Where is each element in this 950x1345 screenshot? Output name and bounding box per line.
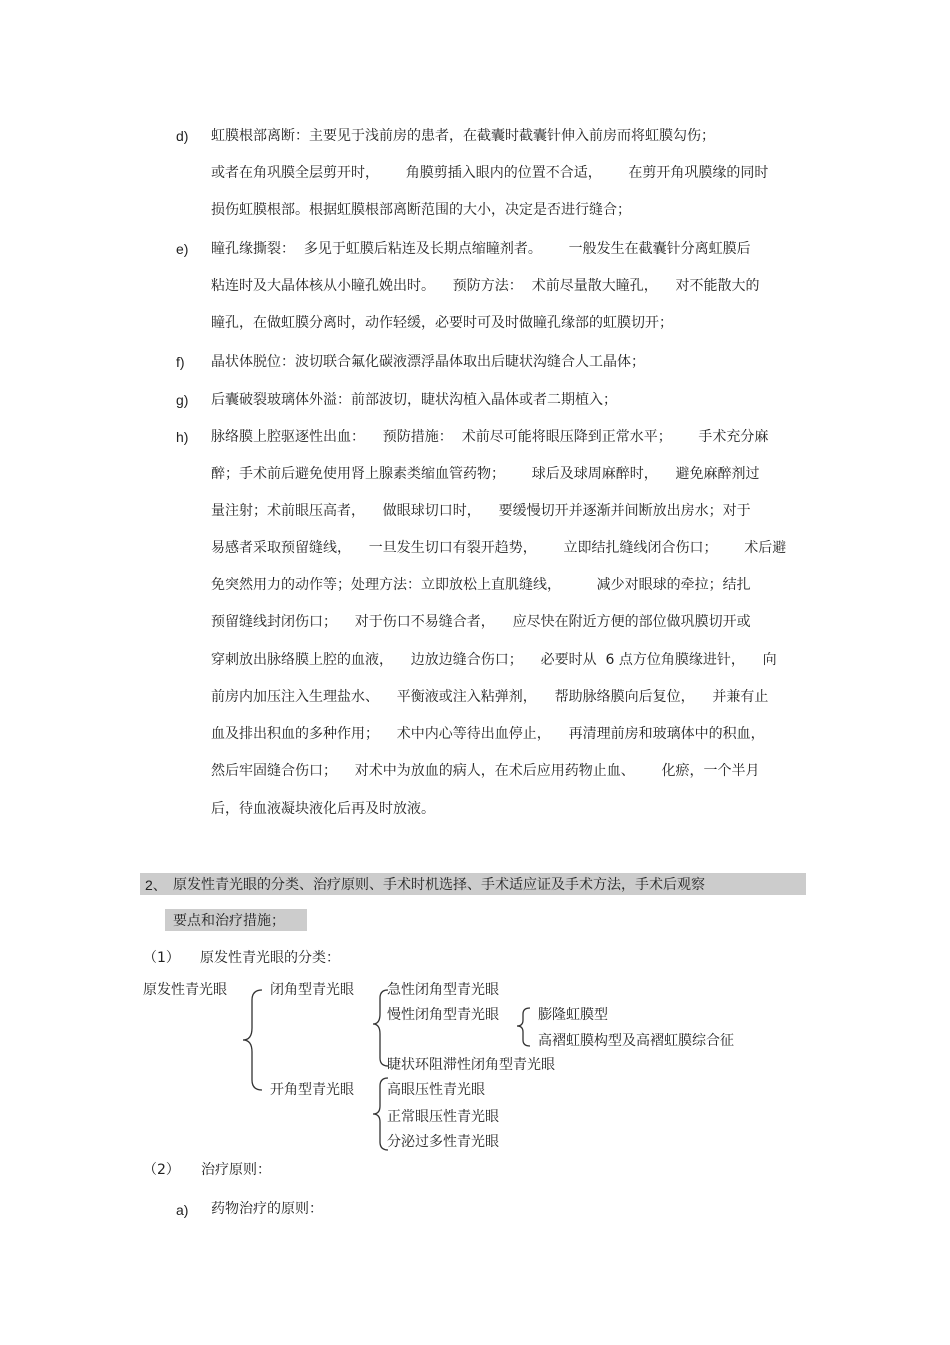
item-h-line-6: 预留缝线封闭伤口； 对于伤口不易缝合者， 应尽快在附近方便的部位做巩膜切开或 — [211, 614, 751, 630]
item-e-line-2: 粘连时及大晶体核从小瞳孔娩出时。 预防方法： 术前尽量散大瞳孔， 对不能散大的 — [211, 278, 760, 294]
tree-root: 原发性青光眼 — [143, 982, 227, 998]
section-heading-line-2: 要点和治疗措施； — [173, 913, 285, 929]
item-d-line-3: 损伤虹膜根部。根据虹膜根部离断范围的大小，决定是否进行缝合； — [211, 202, 631, 218]
tree-open-child-1: 高眼压性青光眼 — [387, 1082, 485, 1098]
tree-closed-child-2: 慢性闭角型青光眼 — [387, 1007, 499, 1023]
subsection-1-title: 原发性青光眼的分类： — [200, 950, 340, 966]
item-marker-e: e) — [176, 241, 189, 257]
tree-closed-label: 闭角型青光眼 — [270, 982, 354, 998]
tree-closed-child-3: 睫状环阻滞性闭角型青光眼 — [387, 1057, 555, 1073]
subsection-2a-marker: a) — [176, 1202, 189, 1218]
item-g-line-1: 后囊破裂玻璃体外溢：前部波切，睫状沟植入晶体或者二期植入； — [211, 392, 617, 408]
subsection-1-marker: （1） — [143, 950, 180, 966]
item-marker-g: g) — [176, 392, 189, 408]
chronic-brace — [517, 1008, 530, 1046]
section-heading-line-1: 原发性青光眼的分类、治疗原则、手术时机选择、手术适应证及手术方法，手术后观察 — [173, 877, 705, 893]
tree-open-label: 开角型青光眼 — [270, 1082, 354, 1098]
subsection-2a-title: 药物治疗的原则： — [211, 1201, 323, 1217]
item-e-line-3: 瞳孔，在做虹膜分离时，动作轻缓，必要时可及时做瞳孔缘部的虹膜切开； — [211, 315, 673, 331]
item-e-line-1: 瞳孔缘撕裂： 多见于虹膜后粘连及长期点缩瞳剂者。 一般发生在截囊针分离虹膜后 — [211, 241, 751, 257]
main-brace — [243, 990, 262, 1090]
item-h-line-7: 穿刺放出脉络膜上腔的血液， 边放边缝合伤口； 必要时从 6 点方位角膜缘进针， 向 — [211, 652, 777, 668]
item-d-line-2: 或者在角巩膜全层剪开时， 角膜剪插入眼内的位置不合适， 在剪开角巩膜缘的同时 — [211, 165, 769, 181]
item-h-line-2: 醉；手术前后避免使用肾上腺素类缩血管药物； 球后及球周麻醉时， 避免麻醉剂过 — [211, 466, 760, 482]
tree-open-child-3: 分泌过多性青光眼 — [387, 1134, 499, 1150]
item-h-line-9: 血及排出积血的多种作用； 术中内心等待出血停止， 再清理前房和玻璃体中的积血， — [211, 726, 765, 742]
item-marker-f: f) — [176, 354, 185, 370]
item-f-line-1: 晶状体脱位：波切联合氟化碳液漂浮晶体取出后睫状沟缝合人工晶体； — [211, 354, 645, 370]
item-h-line-1: 脉络膜上腔驱逐性出血： 预防措施： 术前尽可能将眼压降到正常水平； 手术充分麻 — [211, 429, 769, 445]
subsection-2-title: 治疗原则： — [201, 1162, 271, 1178]
tree-chronic-child-2: 高褶虹膜构型及高褶虹膜综合征 — [538, 1033, 734, 1049]
tree-open-child-2: 正常眼压性青光眼 — [387, 1109, 499, 1125]
item-h-line-8: 前房内加压注入生理盐水、 平衡液或注入粘弹剂， 帮助脉络膜向后复位， 并兼有止 — [211, 689, 769, 705]
open-brace — [373, 1078, 388, 1150]
item-marker-h: h) — [176, 429, 189, 445]
closed-brace — [373, 990, 388, 1066]
section-number: 2、 — [145, 877, 167, 893]
item-h-line-10: 然后牢固缝合伤口； 对术中为放血的病人，在术后应用药物止血、 化瘀，一个半月 — [211, 763, 760, 779]
item-h-line-3: 量注射；术前眼压高者， 做眼球切口时， 要缓慢切开并逐渐并间断放出房水；对于 — [211, 503, 751, 519]
item-marker-d: d) — [176, 128, 189, 144]
tree-closed-child-1: 急性闭角型青光眼 — [387, 982, 499, 998]
tree-chronic-child-1: 膨隆虹膜型 — [538, 1007, 608, 1023]
item-h-line-5: 免突然用力的动作等；处理方法：立即放松上直肌缝线， 减少对眼球的牵拉；结扎 — [211, 577, 751, 593]
item-h-line-4: 易感者采取预留缝线， 一旦发生切口有裂开趋势， 立即结扎缝线闭合伤口； 术后避 — [211, 540, 787, 556]
subsection-2-marker: （2） — [143, 1162, 180, 1178]
item-d-line-1: 虹膜根部离断：主要见于浅前房的患者，在截囊时截囊针伸入前房而将虹膜勾伤； — [211, 128, 715, 144]
item-h-line-11: 后，待血液凝块液化后再及时放液。 — [211, 801, 435, 817]
